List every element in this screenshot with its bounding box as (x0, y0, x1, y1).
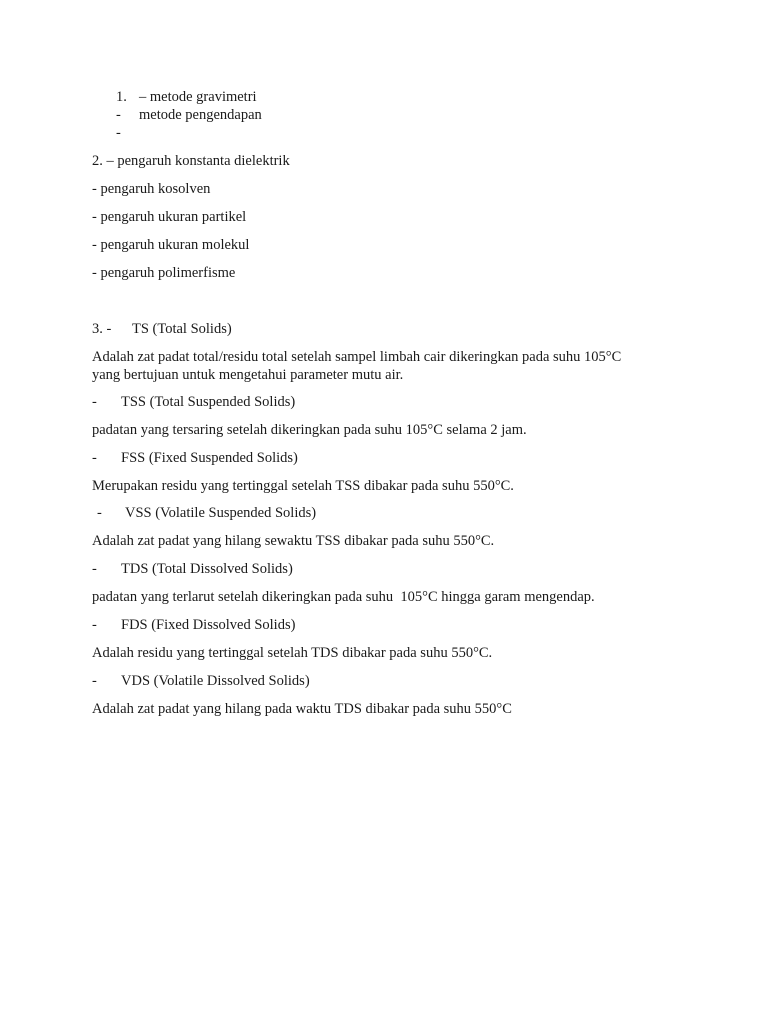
entry-description: padatan yang terlarut setelah dikeringkan pada suhu 105°C hingga garam mengendap. (92, 589, 595, 605)
entry-marker: - (92, 450, 97, 466)
entry-description: Merupakan residu yang tertinggal setelah TSS dibakar pada suhu 550°C. (92, 478, 514, 494)
paragraph-line: - pengaruh kosolven (92, 181, 211, 197)
entry-heading: FDS (Fixed Dissolved Solids) (121, 617, 296, 633)
entry-description: Adalah zat padat yang hilang sewaktu TSS dibakar pada suhu 550°C. (92, 533, 495, 549)
paragraph-line: - pengaruh ukuran molekul (92, 237, 250, 253)
entry-marker: - (92, 394, 97, 410)
entry-description: Adalah residu yang tertinggal setelah TDS dibakar pada suhu 550°C. (92, 645, 493, 661)
entry-description: padatan yang tersaring setelah dikeringkan pada suhu 105°C selama 2 jam. (92, 422, 527, 438)
list-marker: - (116, 125, 121, 141)
paragraph-line: - pengaruh polimerfisme (92, 265, 236, 281)
entry-marker: - (97, 505, 102, 521)
entry-description: Adalah zat padat yang hilang pada waktu TDS dibakar pada suhu 550°C (92, 701, 512, 717)
entry-marker: - (92, 673, 97, 689)
entry-marker: - (92, 561, 97, 577)
list-item: – metode gravimetri (139, 89, 257, 105)
entry-heading: FSS (Fixed Suspended Solids) (121, 450, 298, 466)
list-item: metode pengendapan (139, 107, 262, 123)
entry-heading: TDS (Total Dissolved Solids) (121, 561, 293, 577)
entry-description: yang bertujuan untuk mengetahui parameter mutu air. (92, 367, 404, 383)
entry-heading: TS (Total Solids) (132, 321, 232, 337)
list-marker: - (116, 107, 121, 123)
entry-description: Adalah zat padat total/residu total setelah sampel limbah cair dikeringkan pada suhu 105°C (92, 349, 622, 365)
entry-marker: - (92, 617, 97, 633)
paragraph-line: 2. – pengaruh konstanta dielektrik (92, 153, 290, 169)
list-number: 1. (116, 89, 127, 105)
entry-heading: VDS (Volatile Dissolved Solids) (121, 673, 310, 689)
paragraph-line: - pengaruh ukuran partikel (92, 209, 247, 225)
entry-heading: TSS (Total Suspended Solids) (121, 394, 296, 410)
section-number: 3. - (92, 321, 112, 337)
entry-heading: VSS (Volatile Suspended Solids) (125, 505, 317, 521)
